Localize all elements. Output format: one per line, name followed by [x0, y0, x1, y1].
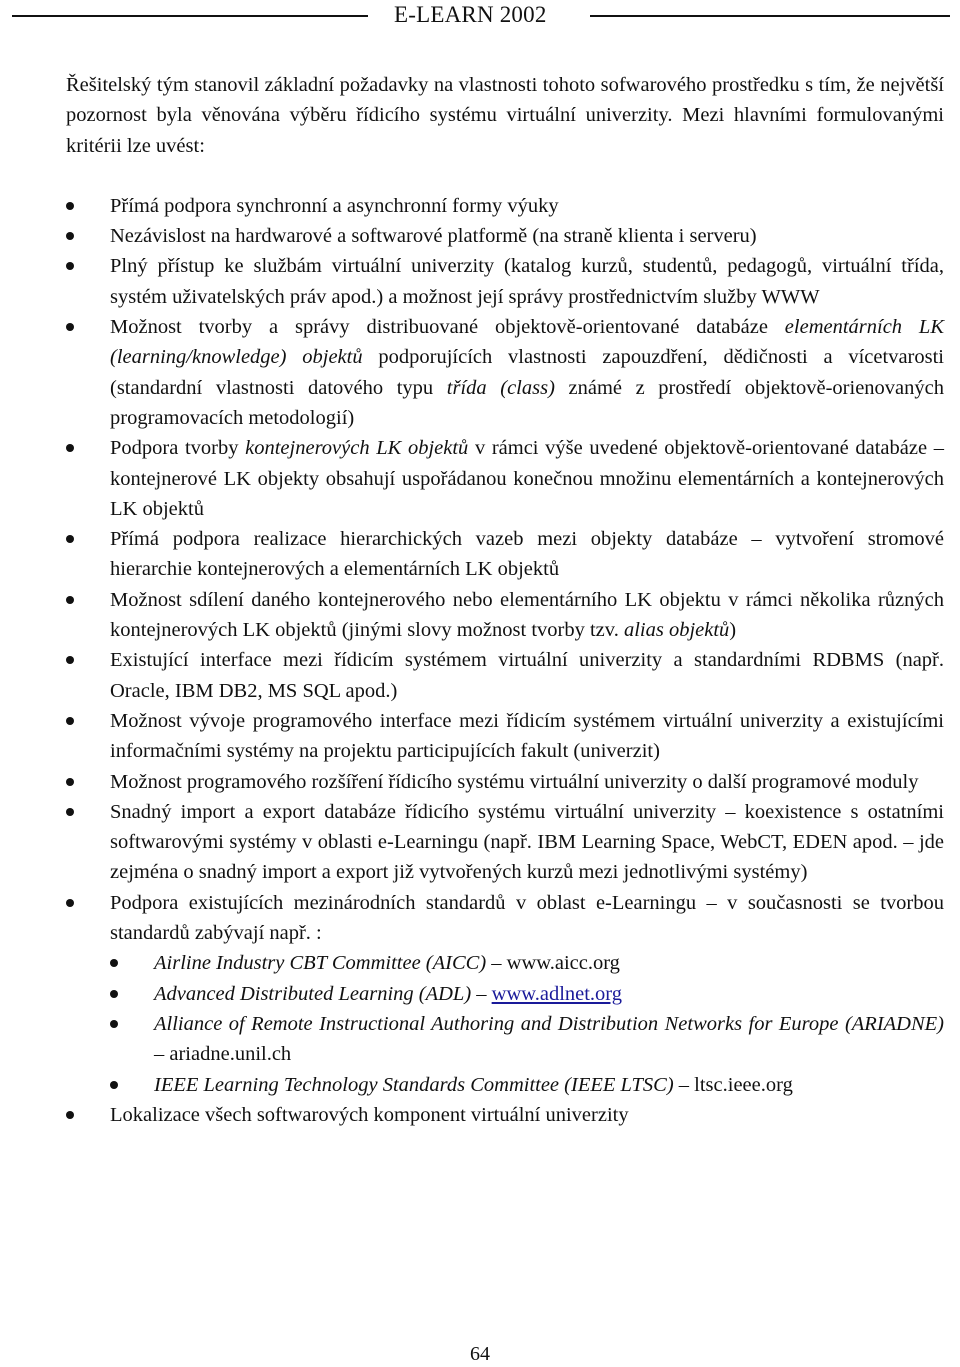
list-item-italic-text: kontejnerových LK objektů [245, 437, 469, 460]
list-item-text: Přímá podpora realizace hierarchických vazeb mezi objekty databáze – vytvoření stromové hierarchie kontejnerových a elementárních LK objektů [110, 528, 944, 581]
list-item [66, 767, 944, 797]
standard-name: IEEE Learning Technology Standards Committee (IEEE LTSC) [154, 1073, 674, 1096]
bullet-icon [66, 778, 74, 786]
standard-url: ltsc.ieee.org [694, 1073, 793, 1096]
standard-url-link[interactable]: www.adlnet.org [491, 982, 623, 1005]
standard-url: www.aicc.org [506, 952, 620, 975]
bullet-icon [66, 899, 74, 907]
header-title: E-LEARN 2002 [394, 2, 547, 27]
page-header [0, 0, 960, 30]
intro-paragraph: Řešitelský tým stanovil základní požadavky na vlastnosti tohoto sofwarového prostředku s tím, že největší pozornost byla věnována výběru řídicího systému virtuální univerzity. Mezi hlavními formulovanými kritérii lze uvést: [66, 74, 944, 157]
sublist-item [110, 1009, 944, 1070]
bullet-icon [66, 596, 74, 604]
sublist-item [110, 979, 944, 1009]
list-item [66, 888, 944, 1100]
bullet-icon [66, 808, 74, 816]
list-item [66, 221, 944, 251]
list-item-text: Možnost vývoje programového interface mezi řídicím systémem virtuální univerzity a existujícími informačními systémy na projektu participujících fakult (univerzit) [110, 709, 944, 763]
bullet-icon [66, 232, 74, 240]
sublist-item [110, 1070, 944, 1100]
page-body [66, 70, 944, 1130]
bullet-icon [66, 323, 74, 331]
separator-dash: – [486, 952, 507, 975]
list-item-text: Lokalizace všech softwarových komponent virtuální univerzity [110, 1103, 629, 1126]
page-number: 64 [470, 1343, 490, 1365]
list-item [66, 433, 944, 524]
separator-dash: – [154, 1043, 170, 1066]
list-item-text: Podpora tvorby [110, 437, 246, 460]
bullet-icon [110, 1081, 118, 1089]
standard-url: ariadne.unil.ch [169, 1043, 292, 1066]
list-item [66, 524, 944, 585]
list-item [66, 1100, 944, 1130]
sublist-item [110, 948, 944, 978]
header-rule-left [12, 15, 368, 17]
standard-name: Advanced Distributed Learning (ADL) [154, 982, 472, 1005]
bullet-icon [66, 535, 74, 543]
bullet-icon [66, 717, 74, 725]
bullet-icon [66, 262, 74, 270]
bullet-icon [66, 1111, 74, 1119]
list-item [66, 251, 944, 312]
list-item [66, 645, 944, 706]
list-item-text: známé z prostředí objektově-orienovaných programovacích metodologií) [110, 376, 944, 429]
bullet-icon [110, 1020, 118, 1028]
list-item-text: Přímá podpora synchronní a asynchronní formy výuky [110, 194, 559, 217]
list-item-text: Snadný import a export databáze řídicího systému virtuální univerzity – koexistence s ostatními softwarovými systémy v oblasti e-Learningu (např. IBM Learning Space, WebCT, EDEN apod. – jde zejména o snadný import a export již vytvořených kurzů mezi jednotlivými systémy) [110, 800, 944, 884]
standards-sublist [110, 948, 944, 1099]
bullet-icon [66, 656, 74, 664]
list-item-text: v rámci výše uvedené objektově-orientované databáze – kontejnerové LK objekty obsahují uspořádanou konečnou množinu elementárních a kontejnerových LK objektů [110, 437, 944, 520]
list-item-text: podporujících vlastnosti zapouzdření, dědičnosti a vícetvarosti (standardní vlastnosti datového typu [110, 346, 944, 399]
list-item [66, 585, 944, 646]
list-item-text: Možnost sdílení daného kontejnerového nebo elementárního LK objektu v rámci několika různých kontejnerových LK objektů (jinými slovy možnost tvorby tzv. [110, 588, 944, 642]
list-item-text: Možnost programového rozšíření řídicího systému virtuální univerzity o další programové moduly [110, 770, 919, 793]
list-item [66, 312, 944, 433]
list-item-italic-text: alias objektů [623, 619, 730, 642]
bullet-icon [110, 990, 118, 998]
criteria-list [66, 191, 944, 1130]
bullet-icon [110, 959, 118, 967]
list-item [66, 706, 944, 767]
list-item-text: Možnost tvorby a správy distribuované objektově-orientované databáze [110, 316, 785, 339]
list-item-italic-text: třída (class) [446, 376, 555, 399]
list-item-text: Existující interface mezi řídicím systémem virtuální univerzity a standardními RDBMS (např. Oracle, IBM DB2, MS SQL apod.) [110, 649, 944, 702]
bullet-icon [66, 202, 74, 210]
bullet-icon [66, 444, 74, 452]
list-item [66, 797, 944, 888]
list-item-text: Nezávislost na hardwarové a softwarové platformě (na straně klienta i serveru) [110, 225, 757, 248]
standard-name: Alliance of Remote Instructional Authoring and Distribution Networks for Europe (ARIADNE) [154, 1012, 944, 1035]
list-item-italic-text: elementárních LK (learning/knowledge) objektů [110, 316, 945, 369]
list-item [66, 191, 944, 221]
list-item-text: Plný přístup ke službám virtuální univerzity (katalog kurzů, studentů, pedagogů, virtuální třída, systém uživatelských práv apod.) a možnost její správy prostřednictvím služby WWW [110, 255, 944, 308]
list-item-text: ) [729, 619, 737, 642]
header-rule-right [590, 15, 950, 17]
list-item-text: Podpora existujících mezinárodních standardů v oblast e-Learningu – v současnosti se tvorbou standardů zabývají např. : [110, 891, 944, 945]
separator-dash: – [673, 1073, 695, 1096]
standard-name: Airline Industry CBT Committee (AICC) [154, 952, 487, 975]
separator-dash: – [471, 982, 492, 1005]
